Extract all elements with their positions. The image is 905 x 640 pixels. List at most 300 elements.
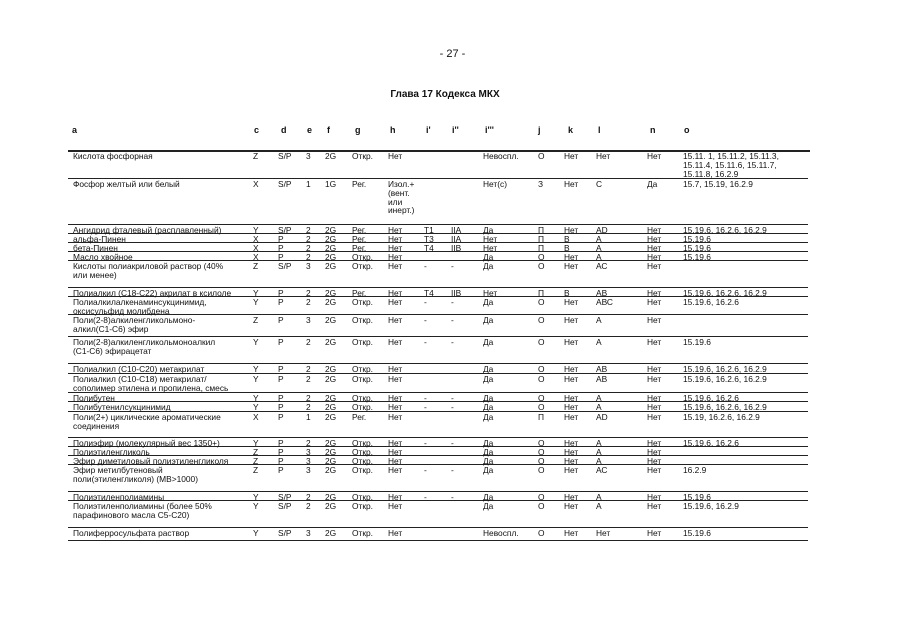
cell-c: Z — [253, 456, 259, 466]
cell-g: Откр. — [352, 492, 373, 502]
cell-i1: - — [424, 492, 427, 502]
cell-h: Нет — [388, 402, 403, 412]
cell-k: В — [564, 288, 570, 298]
cell-g: Рег. — [352, 225, 367, 235]
cell-n: Нет — [647, 337, 662, 347]
cell-o: 15.19.6, 16.2.6, 16.2.9 — [683, 402, 767, 412]
cell-h: Нет — [388, 225, 403, 235]
cell-f: 2G — [325, 315, 337, 325]
cell-j: О — [538, 528, 545, 538]
cell-j: О — [538, 456, 545, 466]
cell-h: Нет — [388, 297, 403, 307]
cell-o: 15.19.6 — [683, 252, 711, 262]
cell-e: 2 — [306, 501, 311, 511]
cell-g: Откр. — [352, 465, 373, 475]
cell-l: А — [596, 492, 602, 502]
cell-h: Нет — [388, 261, 403, 271]
cell-k: Нет — [564, 456, 579, 466]
cell-j: О — [538, 393, 545, 403]
column-header: f — [327, 125, 330, 135]
cell-n: Нет — [647, 374, 662, 384]
cell-i3: Нет — [483, 288, 498, 298]
cell-g: Рег. — [352, 243, 367, 253]
cell-i2: - — [451, 315, 454, 325]
cell-h: Нет — [388, 315, 403, 325]
cell-i3: Да — [483, 465, 494, 475]
cell-n: Нет — [647, 402, 662, 412]
cell-l: АВС — [596, 297, 613, 307]
cell-l: А — [596, 252, 602, 262]
cell-i2: - — [451, 438, 454, 448]
cell-d: S/P — [278, 261, 292, 271]
cell-c: X — [253, 252, 259, 262]
cell-f: 2G — [325, 364, 337, 374]
cell-g: Откр. — [352, 337, 373, 347]
cell-l: А — [596, 447, 602, 457]
cell-o: 16.2.9 — [683, 465, 707, 475]
cell-n: Нет — [647, 438, 662, 448]
cell-i3: Да — [483, 364, 494, 374]
cell-c: Z — [253, 447, 259, 457]
cell-h: Нет — [388, 374, 403, 384]
cell-c: Z — [253, 465, 259, 475]
cell-a: Полиэфир (молекулярный вес 1350+) — [73, 438, 220, 448]
cell-j: П — [538, 243, 545, 253]
cell-i1: - — [424, 438, 427, 448]
cell-i2: IIB — [451, 243, 462, 253]
cell-e: 3 — [306, 528, 311, 538]
cell-f: 2G — [325, 447, 337, 457]
column-header: l — [598, 125, 601, 135]
cell-j: З — [538, 179, 544, 189]
cell-l: А — [596, 438, 602, 448]
cell-g: Откр. — [352, 374, 373, 384]
cell-g: Рег. — [352, 234, 367, 244]
cell-a: Эфир метилбутеновый поли(этиленгликоля) (МВ>1000) — [73, 465, 199, 484]
cell-c: Z — [253, 315, 259, 325]
cell-f: 1G — [325, 179, 337, 189]
cell-k: Нет — [564, 501, 579, 511]
cell-j: О — [538, 501, 545, 511]
cell-h: Нет — [388, 412, 403, 422]
cell-l: АС — [596, 261, 608, 271]
cell-i2: - — [451, 297, 454, 307]
cell-g: Откр. — [352, 151, 373, 161]
cell-i3: Невоспл. — [483, 151, 519, 161]
cell-n: Да — [647, 179, 658, 189]
cell-l: АВ — [596, 288, 608, 298]
cell-n: Нет — [647, 501, 662, 511]
cell-a: Полиалкилалкенаминсукцинимид, оксисульфид молибдена — [73, 297, 207, 316]
cell-e: 2 — [306, 234, 311, 244]
cell-k: Нет — [564, 393, 579, 403]
cell-o: 15.19.6, 16.2.9 — [683, 501, 739, 511]
cell-d: S/P — [278, 179, 292, 189]
cell-e: 2 — [306, 288, 311, 298]
column-header: i'' — [452, 125, 459, 135]
cell-i3: Да — [483, 501, 494, 511]
cell-k: В — [564, 243, 570, 253]
cell-d: P — [278, 297, 284, 307]
column-header: h — [390, 125, 396, 135]
cell-a: Полиалкил (С10-С20) метакрилат — [73, 364, 205, 374]
cell-c: Z — [253, 261, 259, 271]
cell-a: Полиалкил (С18-С22) акрилат в ксилоле — [73, 288, 232, 298]
cell-d: P — [278, 456, 284, 466]
column-header: e — [307, 125, 313, 135]
cell-e: 2 — [306, 374, 311, 384]
cell-d: P — [278, 465, 284, 475]
cell-k: Нет — [564, 528, 579, 538]
cell-i3: Да — [483, 315, 494, 325]
cell-o: 15.19.6 — [683, 337, 711, 347]
cell-n: Нет — [647, 288, 662, 298]
cell-f: 2G — [325, 288, 337, 298]
cell-h: Нет — [388, 393, 403, 403]
cell-g: Откр. — [352, 393, 373, 403]
cell-c: Y — [253, 501, 259, 511]
cell-g: Откр. — [352, 261, 373, 271]
cell-i3: Да — [483, 261, 494, 271]
cell-l: AD — [596, 225, 608, 235]
cell-i1: - — [424, 402, 427, 412]
cell-n: Нет — [647, 151, 662, 161]
cell-d: P — [278, 288, 284, 298]
cell-l: АВ — [596, 364, 608, 374]
cell-j: П — [538, 412, 545, 422]
cell-o: 15.19.6, 16.2.6 — [683, 297, 739, 307]
cell-o: 15.19.6, 16.2.6, 16.2.9 — [683, 225, 767, 235]
cell-l: AD — [596, 412, 608, 422]
cell-d: P — [278, 412, 284, 422]
cell-a: Поли(2-8)алкиленгликольмоно- алкил(С1-С6) эфир — [73, 315, 196, 334]
cell-o: 15.19.6 — [683, 492, 711, 502]
cell-n: Нет — [647, 225, 662, 235]
cell-c: Y — [253, 492, 259, 502]
cell-i1: Т4 — [424, 243, 434, 253]
cell-k: Нет — [564, 151, 579, 161]
cell-a: Полибутенилсукцинимид — [73, 402, 171, 412]
cell-j: О — [538, 315, 545, 325]
cell-g: Рег. — [352, 288, 367, 298]
column-header: a — [72, 125, 78, 135]
cell-j: О — [538, 402, 545, 412]
cell-c: Y — [253, 337, 259, 347]
cell-i3: Да — [483, 337, 494, 347]
cell-i1: - — [424, 261, 427, 271]
cell-i3: Да — [483, 492, 494, 502]
cell-l: А — [596, 393, 602, 403]
cell-f: 2G — [325, 337, 337, 347]
cell-g: Откр. — [352, 528, 373, 538]
cell-c: Y — [253, 297, 259, 307]
cell-g: Откр. — [352, 297, 373, 307]
cell-o: 15.19, 16.2.6, 16.2.9 — [683, 412, 760, 422]
cell-i2: - — [451, 492, 454, 502]
cell-i3: Нет(с) — [483, 179, 508, 189]
cell-l: Нет — [596, 528, 611, 538]
cell-h: Нет — [388, 364, 403, 374]
cell-e: 2 — [306, 337, 311, 347]
cell-c: Y — [253, 528, 259, 538]
cell-g: Откр. — [352, 456, 373, 466]
cell-g: Откр. — [352, 315, 373, 325]
cell-d: P — [278, 315, 284, 325]
cell-n: Нет — [647, 252, 662, 262]
cell-k: Нет — [564, 374, 579, 384]
cell-a: Масло хвойное — [73, 252, 133, 262]
cell-i2: - — [451, 261, 454, 271]
cell-h: Нет — [388, 456, 403, 466]
cell-f: 2G — [325, 151, 337, 161]
cell-a: Полиэтиленполиамины (более 50% парафинового масла С5-С20) — [73, 501, 212, 520]
cell-i3: Да — [483, 297, 494, 307]
cell-c: Y — [253, 225, 259, 235]
cell-i3: Да — [483, 225, 494, 235]
cell-i3: Да — [483, 456, 494, 466]
cell-f: 2G — [325, 297, 337, 307]
cell-l: А — [596, 315, 602, 325]
cell-n: Нет — [647, 297, 662, 307]
cell-i2: - — [451, 402, 454, 412]
cell-o: 15.19.6 — [683, 243, 711, 253]
cell-i2: IIA — [451, 225, 462, 235]
cell-j: П — [538, 234, 545, 244]
cell-j: О — [538, 364, 545, 374]
cell-k: Нет — [564, 315, 579, 325]
cell-e: 2 — [306, 402, 311, 412]
cell-h: Нет — [388, 492, 403, 502]
cell-l: А — [596, 234, 602, 244]
cell-i1: - — [424, 393, 427, 403]
cell-n: Нет — [647, 528, 662, 538]
cell-g: Откр. — [352, 501, 373, 511]
cell-e: 2 — [306, 438, 311, 448]
cell-d: P — [278, 402, 284, 412]
cell-i1: Т1 — [424, 225, 434, 235]
cell-d: S/P — [278, 151, 292, 161]
cell-k: Нет — [564, 261, 579, 271]
cell-e: 2 — [306, 364, 311, 374]
cell-h: Нет — [388, 243, 403, 253]
cell-j: П — [538, 225, 545, 235]
cell-a: Поли(2+) циклические ароматические соединения — [73, 412, 221, 431]
cell-h: Изол.+ (вент. или инерт.) — [388, 179, 415, 216]
cell-a: Полиэтиленгликоль — [73, 447, 150, 457]
cell-l: А — [596, 243, 602, 253]
cell-h: Нет — [388, 528, 403, 538]
cell-j: О — [538, 261, 545, 271]
cell-g: Рег. — [352, 179, 367, 189]
cell-g: Рег. — [352, 412, 367, 422]
cell-f: 2G — [325, 243, 337, 253]
cell-d: S/P — [278, 528, 292, 538]
cell-a: Эфир диметиловый полиэтиленгликоля — [73, 456, 229, 466]
cell-l: А — [596, 402, 602, 412]
cell-k: Нет — [564, 492, 579, 502]
cell-i1: Т4 — [424, 288, 434, 298]
cell-l: А — [596, 337, 602, 347]
cell-o: 15.7, 15.19, 16.2.9 — [683, 179, 753, 189]
cell-l: АС — [596, 465, 608, 475]
cell-n: Нет — [647, 243, 662, 253]
cell-o: 15.11. 1, 15.11.2, 15.11.3, 15.11.4, 15.11.6, 15.11.7, 15.11.8, 16.2.9 — [683, 151, 779, 179]
cell-f: 2G — [325, 492, 337, 502]
cell-k: Нет — [564, 225, 579, 235]
cell-i2: IIA — [451, 234, 462, 244]
cell-c: Y — [253, 438, 259, 448]
cell-h: Нет — [388, 234, 403, 244]
column-header: i''' — [485, 125, 494, 135]
cell-e: 3 — [306, 447, 311, 457]
cell-i1: - — [424, 337, 427, 347]
cell-d: P — [278, 234, 284, 244]
cell-d: S/P — [278, 492, 292, 502]
cell-h: Нет — [388, 465, 403, 475]
column-header: j — [538, 125, 541, 135]
page-title: Глава 17 Кодекса МКХ — [390, 89, 500, 100]
cell-a: Полибутен — [73, 393, 115, 403]
cell-j: О — [538, 492, 545, 502]
cell-i3: Да — [483, 393, 494, 403]
cell-c: Y — [253, 393, 259, 403]
row-divider — [68, 540, 808, 541]
cell-c: Y — [253, 364, 259, 374]
cell-l: А — [596, 501, 602, 511]
cell-g: Откр. — [352, 364, 373, 374]
cell-j: О — [538, 447, 545, 457]
cell-k: Нет — [564, 252, 579, 262]
cell-d: P — [278, 393, 284, 403]
cell-n: Нет — [647, 364, 662, 374]
cell-f: 2G — [325, 252, 337, 262]
cell-c: Z — [253, 151, 259, 161]
cell-k: Нет — [564, 337, 579, 347]
cell-f: 2G — [325, 374, 337, 384]
cell-j: О — [538, 252, 545, 262]
column-header: i' — [426, 125, 431, 135]
cell-k: Нет — [564, 402, 579, 412]
cell-o: 15.19.6, 16.2.6, 16.2.9 — [683, 288, 767, 298]
cell-f: 2G — [325, 225, 337, 235]
cell-k: Нет — [564, 412, 579, 422]
column-header: o — [684, 125, 690, 135]
cell-f: 2G — [325, 465, 337, 475]
cell-f: 2G — [325, 393, 337, 403]
cell-l: А — [596, 456, 602, 466]
cell-n: Нет — [647, 465, 662, 475]
cell-k: Нет — [564, 364, 579, 374]
cell-n: Нет — [647, 393, 662, 403]
cell-n: Нет — [647, 261, 662, 271]
cell-i1: - — [424, 465, 427, 475]
cell-o: 15.19.6 — [683, 528, 711, 538]
cell-f: 2G — [325, 438, 337, 448]
cell-e: 2 — [306, 492, 311, 502]
cell-e: 3 — [306, 261, 311, 271]
cell-n: Нет — [647, 234, 662, 244]
page-number: - 27 - — [439, 48, 466, 60]
cell-i3: Невоспл. — [483, 528, 519, 538]
cell-i2: IIB — [451, 288, 462, 298]
column-header: n — [650, 125, 656, 135]
cell-g: Откр. — [352, 402, 373, 412]
cell-g: Откр. — [352, 447, 373, 457]
cell-o: 15.19.6, 16.2.6 — [683, 438, 739, 448]
cell-e: 3 — [306, 456, 311, 466]
cell-c: Y — [253, 288, 259, 298]
cell-e: 1 — [306, 412, 311, 422]
cell-e: 2 — [306, 297, 311, 307]
cell-h: Нет — [388, 438, 403, 448]
cell-n: Нет — [647, 456, 662, 466]
cell-i3: Да — [483, 412, 494, 422]
cell-d: P — [278, 374, 284, 384]
cell-h: Нет — [388, 447, 403, 457]
cell-i3: Нет — [483, 234, 498, 244]
cell-c: Y — [253, 402, 259, 412]
cell-e: 3 — [306, 151, 311, 161]
cell-j: П — [538, 288, 545, 298]
cell-c: X — [253, 412, 259, 422]
cell-j: О — [538, 297, 545, 307]
cell-a: Фосфор желтый или белый — [73, 179, 180, 189]
cell-k: Нет — [564, 179, 579, 189]
cell-h: Нет — [388, 288, 403, 298]
cell-i2: - — [451, 337, 454, 347]
cell-d: P — [278, 337, 284, 347]
cell-e: 2 — [306, 225, 311, 235]
cell-o: 15.19.6, 16.2.6, 16.2.9 — [683, 374, 767, 384]
cell-i3: Да — [483, 252, 494, 262]
cell-a: Полиалкил (С10-С18) метакрилат/ сополимер этилена и пропилена, смесь — [73, 374, 229, 393]
cell-g: Откр. — [352, 438, 373, 448]
cell-d: P — [278, 438, 284, 448]
cell-j: О — [538, 374, 545, 384]
cell-a: Полиферросульфата раствор — [73, 528, 190, 538]
cell-f: 2G — [325, 261, 337, 271]
cell-e: 2 — [306, 393, 311, 403]
cell-j: О — [538, 438, 545, 448]
cell-k: Нет — [564, 447, 579, 457]
cell-a: Ангидрид фталевый (расплавленный) — [73, 225, 222, 235]
cell-a: Кислота фосфорная — [73, 151, 153, 161]
cell-o: 15.19.6 — [683, 234, 711, 244]
column-header: k — [568, 125, 574, 135]
cell-i2: - — [451, 393, 454, 403]
cell-o: 15.19.6, 16.2.6, 16.2.9 — [683, 364, 767, 374]
cell-n: Нет — [647, 492, 662, 502]
cell-d: P — [278, 243, 284, 253]
cell-h: Нет — [388, 501, 403, 511]
cell-i3: Да — [483, 438, 494, 448]
cell-h: Нет — [388, 252, 403, 262]
cell-e: 3 — [306, 315, 311, 325]
cell-a: Полиэтиленполиамины — [73, 492, 165, 502]
cell-d: P — [278, 447, 284, 457]
cell-a: Поли(2-8)алкиленгликольмоноалкил (С1-С6) эфирацетат — [73, 337, 216, 356]
column-header: g — [355, 125, 361, 135]
cell-e: 2 — [306, 252, 311, 262]
cell-n: Нет — [647, 315, 662, 325]
cell-f: 2G — [325, 528, 337, 538]
cell-i2: - — [451, 465, 454, 475]
cell-a: Кислоты полиакриловой раствор (40% или менее) — [73, 261, 224, 280]
cell-l: Нет — [596, 151, 611, 161]
cell-n: Нет — [647, 447, 662, 457]
cell-k: Нет — [564, 297, 579, 307]
cell-g: Откр. — [352, 252, 373, 262]
